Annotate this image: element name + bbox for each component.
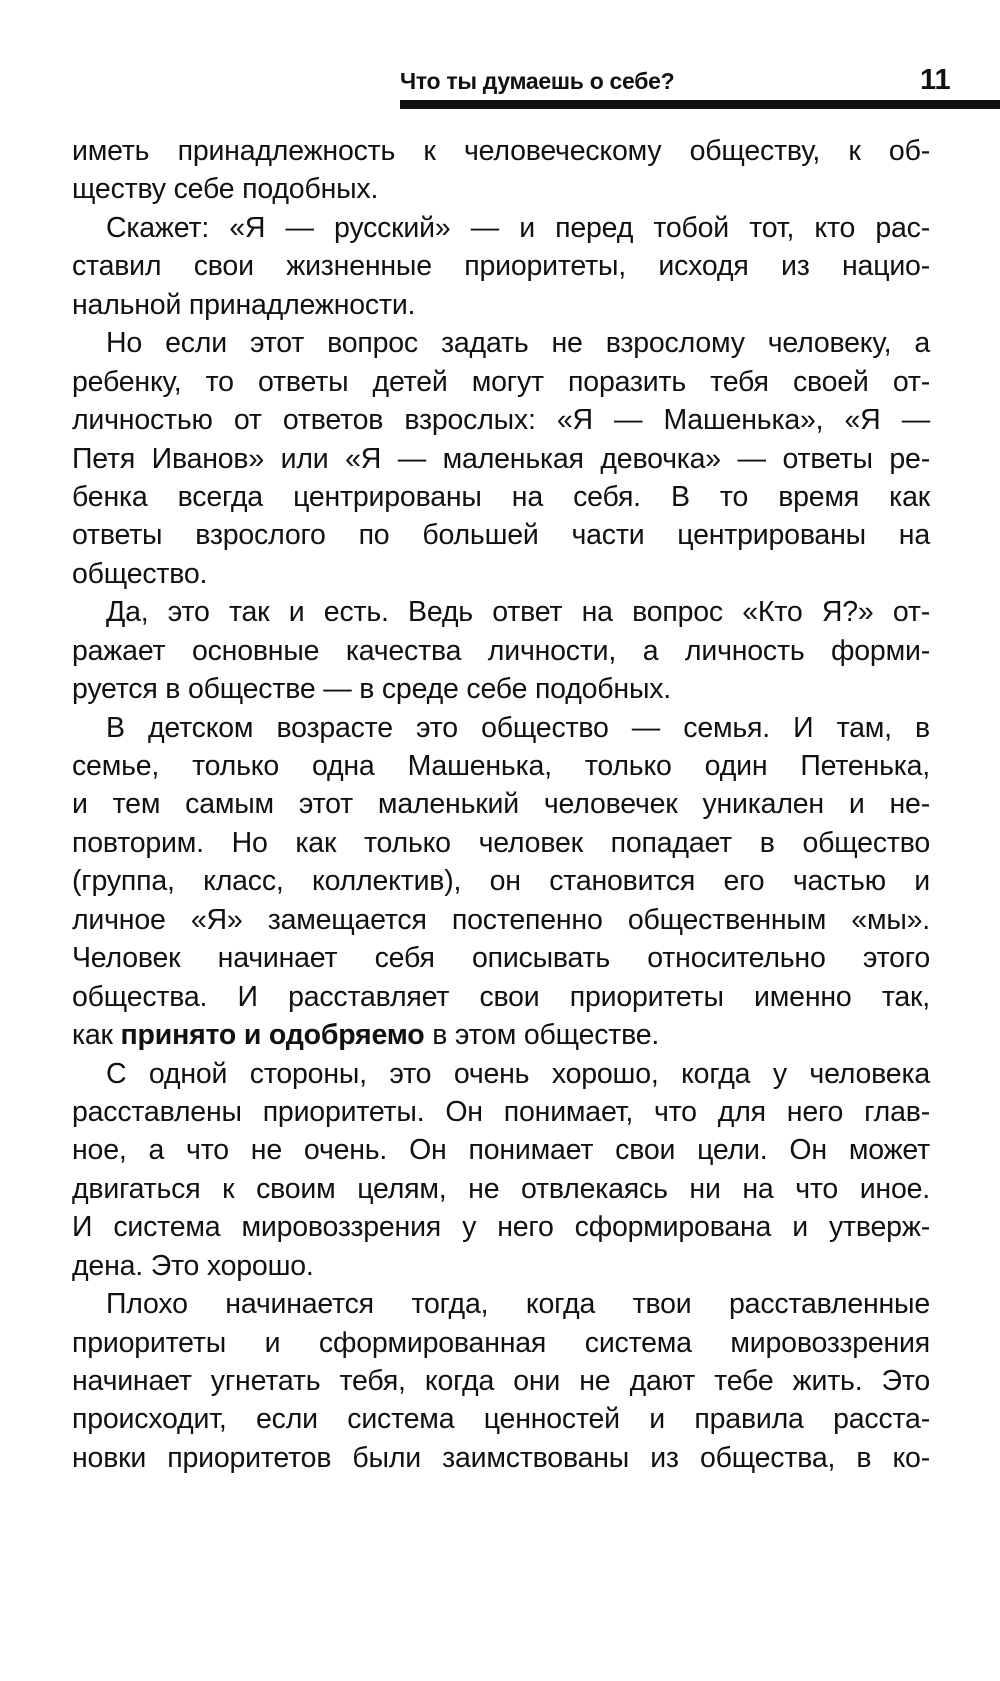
text-line: происходит, если система ценностей и правила расста- xyxy=(72,1403,930,1436)
page-number: 11 xyxy=(920,64,951,96)
text-line: начинает угнетать тебя, когда они не дают тебе жить. Это xyxy=(72,1365,930,1397)
text-line: бенка всегда центрированы на себя. В то время как xyxy=(72,480,930,513)
paragraph-6 xyxy=(72,1055,930,1286)
text-line: иметь принадлежность к человеческому обществу, к об- xyxy=(72,135,930,167)
text-line: И система мировоззрения у него сформирована и утверж- xyxy=(72,1211,930,1244)
text-line: В детском возрасте это общество — семья. И там, в xyxy=(106,711,930,744)
emphasis-text: принято и одобряемо xyxy=(120,1019,425,1052)
text-line: ребенку, то ответы детей могут поразить тебя своей от- xyxy=(72,365,930,398)
text-line: общество. xyxy=(72,557,208,590)
text-line: семье, только одна Машенька, только один Петенька, xyxy=(72,750,930,782)
text-line: ответы взрослого по большей части центрированы на xyxy=(72,519,930,552)
paragraph-2 xyxy=(72,209,930,324)
text-line: приоритеты и сформированная система мировоззрения xyxy=(72,1326,930,1359)
header-rule xyxy=(400,100,1000,109)
text-line: ществу себе подобных. xyxy=(72,173,379,206)
text-line: (группа, класс, коллектив), он становится его частью и xyxy=(72,865,930,898)
paragraph-3 xyxy=(72,324,930,593)
text-line-with-emphasis xyxy=(72,1016,930,1054)
text-line: ное, а что не очень. Он понимает свои цели. Он может xyxy=(72,1134,930,1167)
text-run: в этом обществе. xyxy=(424,1019,660,1052)
text-line: нальной принадлежности. xyxy=(72,288,416,321)
text-line: двигаться к своим целям, не отвлекаясь ни на что иное. xyxy=(72,1172,930,1205)
paragraph-4 xyxy=(72,593,930,708)
text-line: С одной стороны, это очень хорошо, когда у человека xyxy=(106,1057,930,1090)
text-line: ставил свои жизненные приоритеты, исходя из нацио- xyxy=(72,250,930,283)
paragraph-7 xyxy=(72,1285,930,1477)
text-line: Но если этот вопрос задать не взрослому человеку, а xyxy=(106,327,930,360)
text-line: ражает основные качества личности, а личность форми- xyxy=(72,634,930,667)
text-run: как xyxy=(72,1019,121,1052)
text-line: новки приоритетов были заимствованы из общества, в ко- xyxy=(72,1441,930,1474)
text-line: расставлены приоритеты. Он понимает, что для него глав- xyxy=(72,1095,930,1128)
text-line: личное «Я» замещается постепенно общественным «мы». xyxy=(72,903,930,936)
text-line: Скажет: «Я — русский» — и перед тобой тот, кто рас- xyxy=(106,211,930,244)
text-line: Человек начинает себя описывать относительно этого xyxy=(72,942,930,975)
body-text xyxy=(72,132,930,1477)
text-line: дена. Это хорошо. xyxy=(72,1249,314,1282)
paragraph-5 xyxy=(72,709,930,1055)
text-line: и тем самым этот маленький человечек уникален и не- xyxy=(72,788,930,821)
running-title: Что ты думаешь о себе? xyxy=(400,68,675,94)
text-line: Петя Иванов» или «Я — маленькая девочка» — ответы ре- xyxy=(72,442,930,475)
running-header xyxy=(400,62,1000,102)
text-line: Да, это так и есть. Ведь ответ на вопрос «Кто Я?» от- xyxy=(106,596,930,629)
text-line: руется в обществе — в среде себе подобных. xyxy=(72,673,672,706)
text-line: общества. И расставляет свои приоритеты именно так, xyxy=(72,980,930,1013)
text-line: повторим. Но как только человек попадает в общество xyxy=(72,826,930,859)
text-line: Плохо начинается тогда, когда твои расставленные xyxy=(106,1288,930,1321)
text-line: личностью от ответов взрослых: «Я — Машенька», «Я — xyxy=(72,404,930,437)
paragraph-1 xyxy=(72,132,930,209)
